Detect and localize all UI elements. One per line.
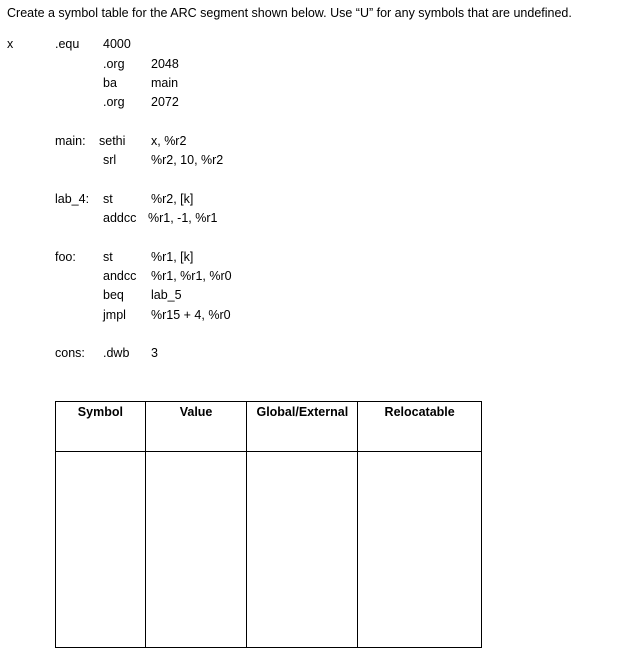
code-args: %r1, [k] xyxy=(151,250,194,264)
code-label: main: xyxy=(55,134,86,148)
header-value: Value xyxy=(145,402,247,452)
code-args: %r15 + 4, %r0 xyxy=(151,308,231,322)
code-args: 3 xyxy=(151,346,158,360)
header-symbol: Symbol xyxy=(56,402,146,452)
code-op: andcc xyxy=(103,269,137,283)
code-op: .equ xyxy=(55,37,80,51)
code-op: .dwb xyxy=(103,346,130,360)
cell-relocatable[interactable] xyxy=(358,452,482,648)
code-args: lab_5 xyxy=(151,288,182,302)
code-args: %r1, %r1, %r0 xyxy=(151,269,232,283)
symbol-table xyxy=(55,401,482,648)
code-label: x xyxy=(7,37,14,51)
code-args: %r2, 10, %r2 xyxy=(151,153,224,167)
cell-value[interactable] xyxy=(145,452,247,648)
code-args: x, %r2 xyxy=(151,134,187,148)
instruction-text: Create a symbol table for the ARC segment shown below. Use “U” for any symbols that are undefined. xyxy=(7,6,572,20)
code-op: beq xyxy=(103,288,124,302)
code-op: ba xyxy=(103,76,117,90)
code-op: srl xyxy=(103,153,117,167)
table-header-row xyxy=(56,402,482,452)
code-label: lab_4: xyxy=(55,192,90,206)
code-op: addcc xyxy=(103,211,137,225)
table-row xyxy=(56,452,482,648)
code-op: sethi xyxy=(99,134,126,148)
cell-symbol[interactable] xyxy=(56,452,146,648)
code-op: st xyxy=(103,250,113,264)
header-global-external: Global/External xyxy=(247,402,358,452)
code-args: 4000 xyxy=(103,37,131,51)
code-op: st xyxy=(103,192,113,206)
code-label: foo: xyxy=(55,250,76,264)
code-args: %r2, [k] xyxy=(151,192,194,206)
code-args: 2048 xyxy=(151,57,179,71)
code-op: .org xyxy=(103,95,125,109)
code-label: cons: xyxy=(55,346,85,360)
code-op: jmpl xyxy=(103,308,126,322)
header-relocatable: Relocatable xyxy=(358,402,482,452)
code-op: .org xyxy=(103,57,125,71)
code-args: 2072 xyxy=(151,95,179,109)
code-args: %r1, -1, %r1 xyxy=(148,211,218,225)
code-args: main xyxy=(151,76,179,90)
cell-global-external[interactable] xyxy=(247,452,358,648)
